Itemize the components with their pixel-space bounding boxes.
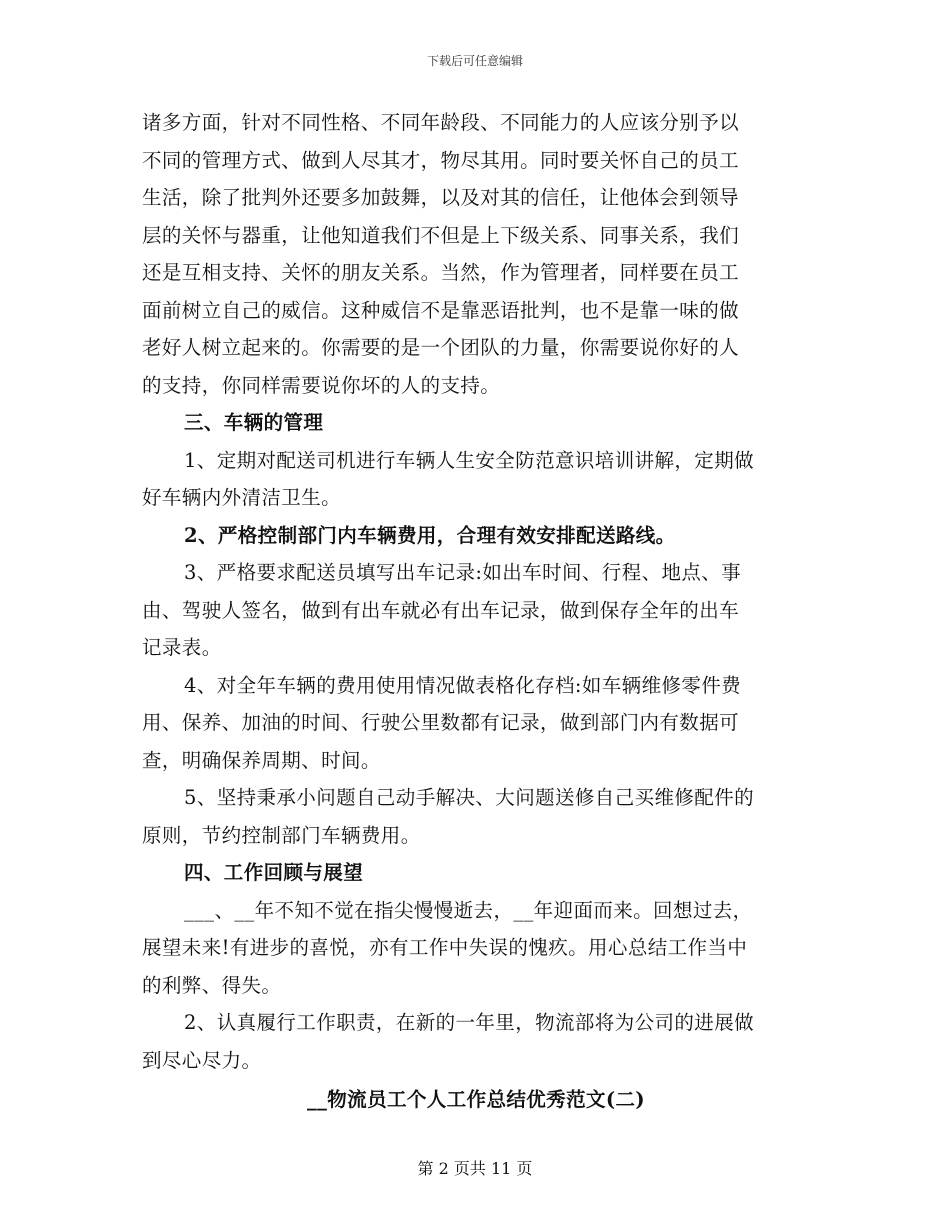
paragraph-line: 好车辆内外清洁卫生。: [142, 486, 342, 509]
paragraph-line: 的支持，你同样需要说你坏的人的支持。: [142, 373, 501, 397]
paragraph-line: 1、定期对配送司机进行车辆人生安全防范意识培训讲解，定期做: [184, 448, 755, 472]
document-subtitle: __物流员工个人工作总结优秀范文(二): [306, 1088, 646, 1111]
paragraph-line: ___、__年不知不觉在指尖慢慢逝去，__年迎面而来。回想过去，: [184, 898, 753, 922]
page-header: 下载后可任意编辑: [426, 54, 523, 68]
paragraph-line: 生活，除了批判外还要多加鼓舞，以及对其的信任，让他体会到领导: [142, 186, 740, 209]
section-heading: 三、车辆的管理: [184, 411, 324, 434]
paragraph-line: 4、对全年车辆的费用使用情况做表格化存档:如车辆维修零件费: [184, 673, 742, 697]
document-body: [142, 104, 810, 1119]
page-number: 第 2 页共 11 页: [417, 1159, 533, 1178]
paragraph-line: 由、驾驶人签名，做到有出车就必有出车记录，做到保存全年的出车: [142, 598, 740, 622]
paragraph-line: 查，明确保养周期、时间。: [142, 748, 381, 772]
bold-paragraph-line: 2、严格控制部门内车辆费用，合理有效安排配送路线。: [184, 523, 676, 547]
paragraph-line: 2、认真履行工作职责，在新的一年里，物流部将为公司的进展做: [184, 1011, 755, 1034]
paragraph-line: 还是互相支持、关怀的朋友关系。当然，作为管理者，同样要在员工: [142, 261, 740, 284]
paragraph-line: 展望未来!有进步的喜悦，亦有工作中失误的愧疚。用心总结工作当中: [142, 936, 748, 959]
paragraph-line: 层的关怀与器重，让他知道我们不但是上下级关系、同事关系，我们: [142, 223, 740, 247]
paragraph-line: 到尽心尽力。: [142, 1048, 262, 1072]
paragraph-line: 记录表。: [142, 636, 222, 659]
paragraph-line: 诸多方面，针对不同性格、不同年龄段、不同能力的人应该分别予以: [142, 111, 740, 134]
paragraph-line: 面前树立自己的威信。这种威信不是靠恶语批判，也不是靠一味的做: [142, 298, 740, 322]
paragraph-line: 不同的管理方式、做到人尽其才，物尽其用。同时要关怀自己的员工: [142, 148, 740, 172]
paragraph-line: 原则，节约控制部门车辆费用。: [142, 823, 421, 847]
paragraph-line: 5、坚持秉承小问题自己动手解决、大问题送修自己买维修配件的: [184, 786, 755, 809]
paragraph-line: 用、保养、加油的时间、行驶公里数都有记录，做到部门内有数据可: [142, 711, 740, 734]
paragraph-line: 的利弊、得失。: [142, 973, 282, 997]
paragraph-line: 3、严格要求配送员填写出车记录:如出车时间、行程、地点、事: [184, 561, 742, 584]
section-heading: 四、工作回顾与展望: [184, 861, 364, 884]
paragraph-line: 老好人树立起来的。你需要的是一个团队的力量，你需要说你好的人: [142, 336, 740, 359]
